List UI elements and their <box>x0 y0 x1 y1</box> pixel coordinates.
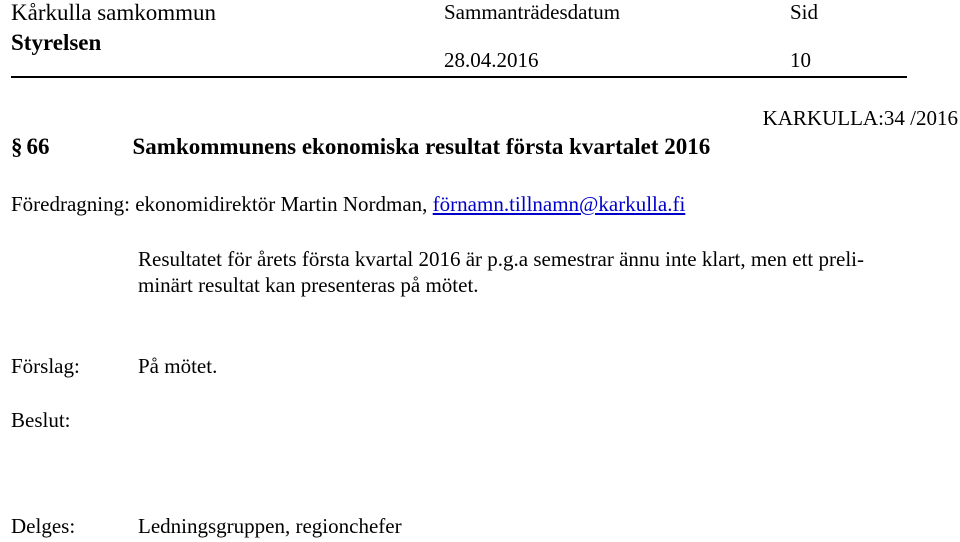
body-paragraph <box>138 246 950 298</box>
page-label: Sid <box>790 0 819 24</box>
body-line: minärt resultat kan presenteras på mötet. <box>138 273 479 297</box>
organization-name: Kårkulla samkommun <box>11 0 217 25</box>
meeting-date-value: 28.04.2016 <box>444 48 539 72</box>
presenter-line <box>11 192 685 217</box>
section-symbol: § <box>11 134 23 159</box>
page-number: 10 <box>790 48 811 72</box>
body-line: Resultatet för årets första kvartal 2016 är p.g.a semestrar ännu inte klart, men ett preli- <box>138 247 864 271</box>
distribution-label: Delges: <box>11 514 76 538</box>
distribution-value: Ledningsgruppen, regionchefer <box>138 514 402 538</box>
board-name: Styrelsen <box>11 30 102 55</box>
proposal-value: På mötet. <box>138 354 218 378</box>
header-divider <box>11 76 907 78</box>
presenter-text: Föredragning: ekonomidirektör Martin Nordman, <box>11 192 433 216</box>
meeting-date-label: Sammanträdesdatum <box>444 0 621 24</box>
proposal-label: Förslag: <box>11 354 80 378</box>
section-title: Samkommunens ekonomiska resultat första kvartalet 2016 <box>132 134 711 159</box>
reference-number: KARKULLA:34 /2016 <box>762 106 958 130</box>
section-heading <box>11 134 710 160</box>
decision-label: Beslut: <box>11 408 71 432</box>
presenter-email-link[interactable]: förnamn.tillnamn@karkulla.fi <box>432 192 686 216</box>
section-number: 66 <box>26 134 50 159</box>
